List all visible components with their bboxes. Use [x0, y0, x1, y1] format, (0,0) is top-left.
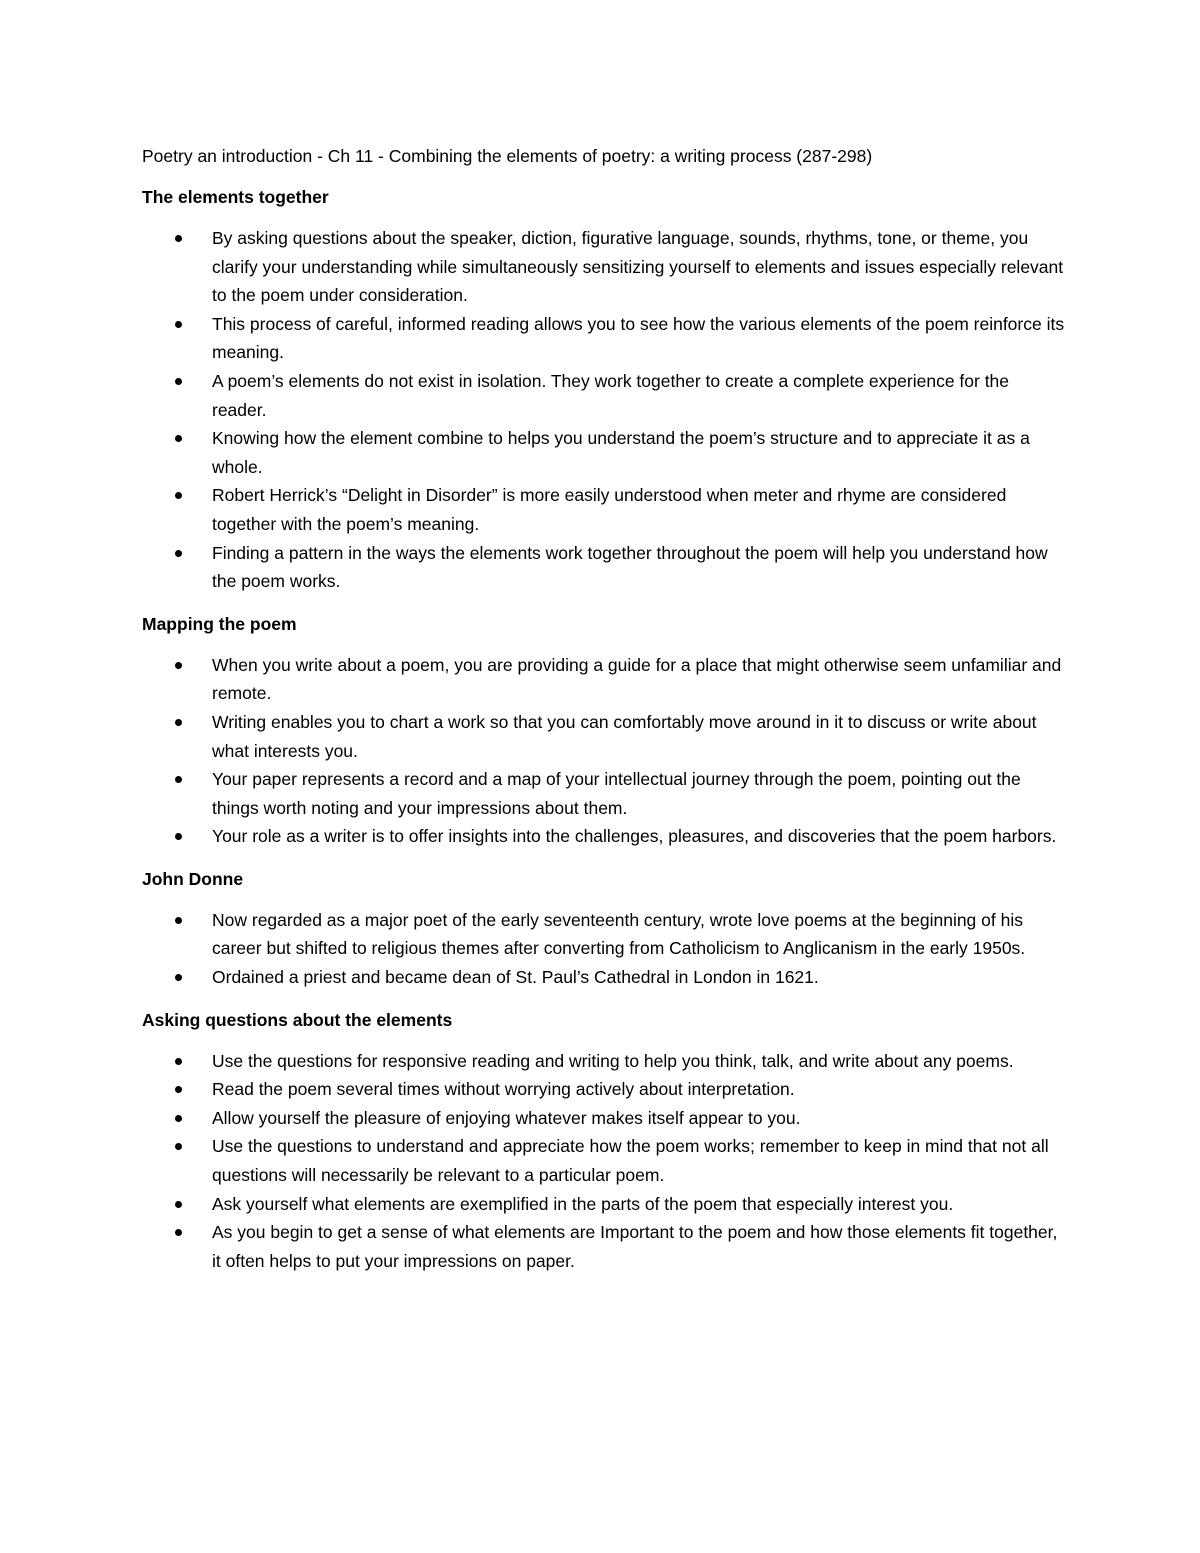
list-item: [142, 765, 1067, 822]
document-page: [142, 142, 1067, 1289]
bullet-icon: [175, 235, 182, 242]
bullet-icon: [175, 917, 182, 924]
document-title: Poetry an introduction - Ch 11 - Combining the elements of poetry: a writing process (287-298): [142, 146, 873, 166]
list-item: [142, 708, 1067, 765]
list-item: [142, 424, 1067, 481]
list-item-text: Ask yourself what elements are exemplified in the parts of the poem that especially interest you.: [212, 1193, 954, 1214]
list-item: [142, 224, 1067, 310]
list-item-text: Knowing how the element combine to helps you understand the poem’s structure and to appreciate it as a whole.: [212, 428, 1030, 477]
list-item-text: Use the questions to understand and appreciate how the poem works; remember to keep in mind that not all questions will necessarily be relevant to a particular poem.: [212, 1136, 1049, 1186]
bullet-icon: [175, 1143, 182, 1150]
section-heading: Asking questions about the elements: [142, 1009, 453, 1030]
bullet-icon: [175, 1086, 182, 1093]
list-item: [142, 651, 1067, 708]
list-item: [142, 1218, 1067, 1275]
list-item-text: This process of careful, informed reading allows you to see how the various elements of the poem reinforce its meaning.: [212, 313, 1065, 363]
bullet-icon: [175, 1201, 182, 1208]
section-heading: Mapping the poem: [142, 613, 297, 634]
list-item: [142, 1047, 1067, 1076]
list-item-text: By asking questions about the speaker, diction, figurative language, sounds, rhythms, tone, or theme, you clarify your understanding while simultaneously sensitizing yourself to elements and issues especially relevant to the poem under consideration.: [212, 228, 1064, 306]
bullet-icon: [175, 662, 182, 669]
list-item-text: Allow yourself the pleasure of enjoying whatever makes itself appear to you.: [212, 1107, 801, 1128]
bullet-icon: [175, 321, 182, 328]
list-item-text: Read the poem several times without worrying actively about interpretation.: [212, 1079, 795, 1100]
bullet-icon: [175, 1115, 182, 1122]
list-item-text: Now regarded as a major poet of the early seventeenth century, wrote love poems at the beginning of his career but shifted to religious themes after converting from Catholicism to Anglicanism in the early 1950s.: [212, 909, 1026, 959]
list-item: [142, 963, 1067, 992]
bullet-icon: [175, 1058, 182, 1065]
bullet-icon: [175, 378, 182, 385]
list-item-text: Robert Herrick’s “Delight in Disorder” is more easily understood when meter and rhyme are considered together with the poem’s meaning.: [212, 485, 1007, 534]
list-item: [142, 906, 1067, 963]
section-heading: The elements together: [142, 187, 329, 207]
list-item: [142, 310, 1067, 367]
list-item-text: As you begin to get a sense of what elements are Important to the poem and how those elements fit together, it often helps to put your impressions on paper.: [212, 1222, 1058, 1271]
bullet-icon: [175, 492, 182, 499]
list-item: [142, 367, 1067, 424]
list-item-text: Writing enables you to chart a work so that you can comfortably move around in it to discuss or write about what interests you.: [212, 711, 1037, 761]
section-mapping-the-poem: [142, 610, 1067, 851]
bullet-icon: [175, 435, 182, 442]
bullet-icon: [175, 719, 182, 726]
list-item-text: Your role as a writer is to offer insights into the challenges, pleasures, and discoveries that the poem harbors.: [212, 826, 1057, 847]
bullet-icon: [175, 974, 182, 981]
list-item: [142, 1104, 1067, 1133]
bullet-icon: [175, 833, 182, 840]
list-item: [142, 1132, 1067, 1189]
bullet-list: [142, 906, 1067, 992]
list-item-text: Ordained a priest and became dean of St. Paul’s Cathedral in London in 1621.: [212, 967, 819, 988]
section-heading: John Donne: [142, 868, 244, 889]
list-item-text: Use the questions for responsive reading and writing to help you think, talk, and write about any poems.: [212, 1050, 1014, 1071]
bullet-icon: [175, 776, 182, 783]
list-item-text: Finding a pattern in the ways the elements work together throughout the poem will help you understand how the poem works.: [212, 542, 1048, 592]
bullet-list: [142, 1047, 1067, 1276]
section-elements-together: [142, 183, 1067, 596]
list-item: [142, 539, 1067, 596]
bullet-list: [142, 224, 1067, 596]
list-item-text: When you write about a poem, you are providing a guide for a place that might otherwise seem unfamiliar and remote.: [212, 654, 1062, 704]
list-item: [142, 481, 1067, 538]
section-john-donne: [142, 865, 1067, 992]
list-item: [142, 822, 1067, 851]
list-item-text: Your paper represents a record and a map of your intellectual journey through the poem, pointing out the things worth noting and your impressions about them.: [212, 769, 1021, 818]
list-item: [142, 1075, 1067, 1104]
bullet-icon: [175, 1229, 182, 1236]
list-item: [142, 1190, 1067, 1219]
list-item-text: A poem’s elements do not exist in isolation. They work together to create a complete experience for the reader.: [212, 370, 1010, 420]
bullet-list: [142, 651, 1067, 851]
bullet-icon: [175, 550, 182, 557]
section-asking-questions: [142, 1006, 1067, 1276]
